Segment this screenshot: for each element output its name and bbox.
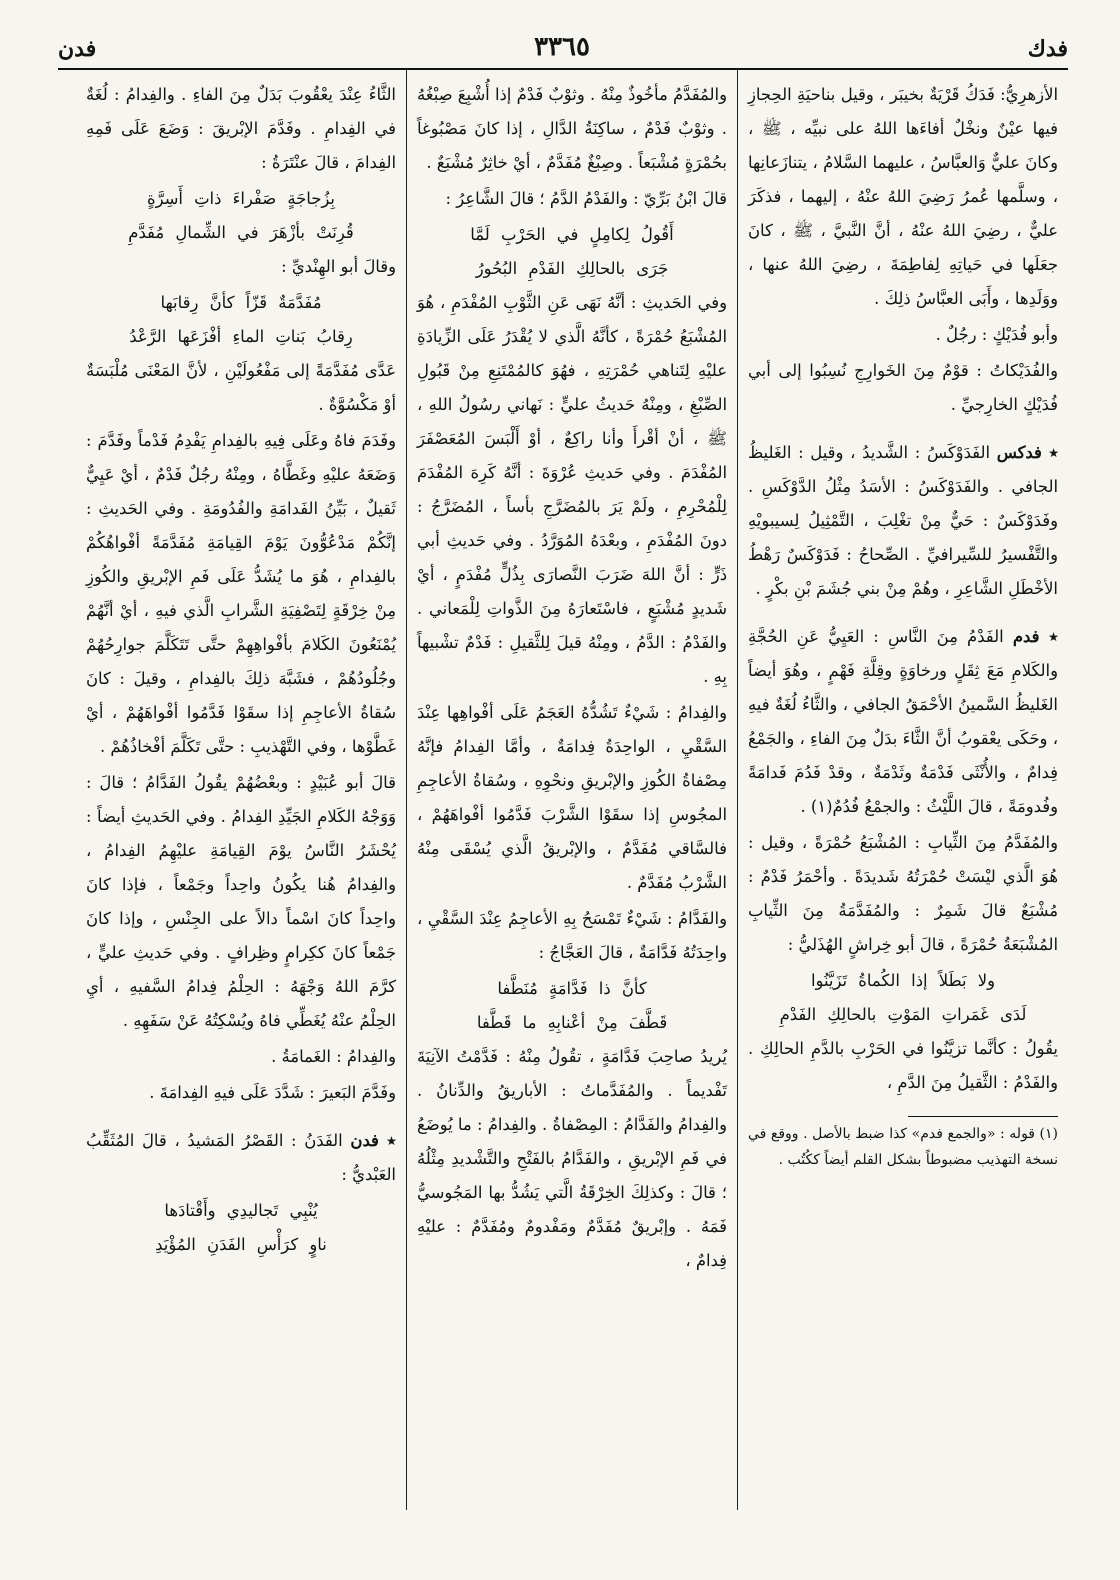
entry-fdks: [748, 436, 1058, 606]
entry-headword: ٭ فدكس: [996, 443, 1058, 462]
text-columns: [58, 70, 1068, 1510]
entry-fdm: [748, 620, 1058, 824]
column-middle: [407, 70, 737, 1510]
verse-line: قَطَّفَ مِنْ أعْنابِهِ ما قَطَّفا: [476, 1013, 668, 1032]
paragraph: وفَدَّمَ البَعيرَ : شَدَّدَ عَلَى فيهِ الفِدامَةَ .: [149, 1083, 396, 1102]
verse-line: ولا بَطَلاً إذا الكُماةُ تَزَيَّنُوا: [810, 971, 996, 990]
paragraph: والفِدامُ : الغَمامَةُ .: [271, 1047, 396, 1066]
paragraph: والفُدَيْكاتُ : قوْمٌ مِنَ الخَوارِجِ نُسِبُوا إلى أبي فُدَيْكٍ الخارِجيِّ .: [748, 361, 1058, 414]
paragraph: قالَ ابْنُ بَرِّيّ : والفَدْمُ الدَّمُ ؛ قالَ الشَّاعِرُ :: [445, 189, 727, 208]
paragraph: والمُفَدَّمُ مِنَ الثِّيابِ : المُشْبَعُ حُمْرَةً ، وقيل : هُوَ الَّذي ليْسَتْ حُمْرَتُهُ شَديدَةً . وأحْمَرُ فَدْمٌ : مُشْبَعٌ قالَ شَمِرٌ : والمُفَدَّمَةُ مِنَ الثِّيابِ المُشْبَعَةُ حُمْرَةً ، قالَ أبو خِراشٍ الهُذَليُّ :: [748, 833, 1058, 954]
column-right: [738, 70, 1068, 1510]
footnote-rule: [908, 1116, 1058, 1117]
verse-line: قُرِنَتْ بأزْهَرَ في الشِّمالِ مُفَدَّمِ: [128, 223, 354, 242]
verse-line: بِزُجاجَةٍ صَفْراءَ ذاتِ أَسِرَّةٍ: [147, 189, 335, 208]
entry-text: الفَدْمُ مِنَ النَّاسِ : العَيِيُّ عَنِ الحُجَّةِ والكَلامِ مَعَ ثِقَلٍ ورخاوَةٍ وقِلَّةِ فَهْمٍ ، وهُوَ أيضاً الغَليظُ السَّمينُ الأحْمَقُ الجافي ، والثَّاءُ لُغَةٌ فيهِ ، وحَكَى يعْقوبُ أنَّ الثَّاءَ بدَلٌ مِنَ الفاءِ ، والجَمْعُ فِدامٌ ، والأُنْثَى فَدْمَةٌ وثَدْمَةٌ ، وقدْ فَدُمَ فَدامَةً وفُدومَةً ، قالَ اللَّيْثُ : والجمْعُ فُدُمٌ(١) .: [748, 627, 1058, 816]
header-left-word: فدن: [58, 36, 97, 62]
page-header: [58, 28, 1068, 62]
paragraph: والمُفَدَّمُ مأخُوذٌ مِنْهُ . وثوْبٌ فَدْمٌ إذا أُشْبِعَ صِبْغُهُ . وثوْبٌ فَدْمٌ ، ساكِنَةُ الدَّالِ ، إذا كانَ مَصْبُوغاً بحُمْرَةٍ مُشْبَعاً . وصِبْغٌ مُفَدَّمٌ ، أيْ خاثِرٌ مُشْبَعٌ .: [417, 85, 727, 172]
header-right-word: فدك: [1027, 36, 1068, 62]
verse-line: رِقابُ بَناتِ الماءِ أفْزَعَها الرَّعْدُ: [129, 327, 353, 346]
paragraph: عَدَّى مُفَدَّمَةً إلى مَفْعُولَيْنِ ، لأنَّ المَعْنَى مُلْبَسَةٌ أوْ مَكْسُوَّةٌ .: [86, 361, 396, 414]
paragraph: وفَدَمَ فاهُ وعَلَى فِيهِ بالفِدامِ يَفْدِمُ فَدْماً وفَدَّمَ : وَضَعَهُ عليْهِ وغَطَّاهُ ، ومِنْهُ رجُلٌ فَدْمٌ ، أيْ عَيِيٌّ ثَقيلٌ ، بَيِّنُ الفَدامَةِ والفُدُومَةِ . وفي الحَديثِ : إنَّكُمْ مَدْعُوُّونَ يَوْمَ القِيامَةِ مُفَدَّمَةً أفْواهُكُمْ بالفِدامِ ، هُوَ ما يُشَدُّ عَلَى فَمِ الإبْريقِ والكُوزِ مِنْ خِرْقَةٍ لِتَصْفِيَةِ الشَّرابِ الَّذي فيهِ ، أيْ أنَّهُمْ يُمْنَعُونَ الكَلامَ بأفْواهِهِمْ حتَّى تَتَكَلَّمَ جوارِحُهُمْ وجُلُودُهُمْ ، فشَبَّهَ ذلِكَ بالفِدامِ ، وقيلَ : كانَ سُقاةُ الأعاجِمِ إذا سقَوْا فَدَّمُوا أفْواهَهُمْ ، أيْ غَطَّوْها ، وفي التَّهْذيبِ : حتَّى تَكَلَّمَ أفْخاذُهُمْ .: [86, 431, 396, 756]
page-number: ٣٣٦٥: [534, 32, 590, 62]
paragraph: يقُولُ : كأنَّما تزيَّنُوا في الحَرْبِ بالدَّمِ الحالِكِ . والفَدْمُ : الثَّقيلُ مِنَ الدَّمِ ،: [748, 1039, 1058, 1092]
verse-line: ناوٍ كرَأْسِ الفَدَنِ المُؤْيَدِ: [155, 1235, 327, 1254]
footnote: (١) قوله : «والجمع فدم» كذا ضبط بالأصل . ووقع في نسخة التهذيب مضبوطاً بشكل القلم أيضاً ككُتُب .: [748, 1126, 1058, 1168]
column-divider: [406, 70, 407, 1510]
paragraph: الأزهرِيُّ: فَدَكُ قَرْيَةٌ بخيبَر ، وقيل بناحيَةِ الحِجازِ فيها عيْنٌ ونخْلٌ أفاءَها اللهُ على نبيِّه ، ﷺ ، وكانَ عليٌّ وَالعبَّاسُ ، عليهما السَّلامُ ، يتنازَعانِها ، وسلَّمها عُمرُ رَضِيَ اللهُ عنْهُ ، إليهما ، فذكَرَ عليٌّ ، رضِيَ اللهُ عنْهُ ، أنَّ النَّبيَّ ، ﷺ ، كانَ جعَلَها في حَياتِهِ لِفاطِمَةَ ، رضِيَ اللهُ عنها ، ووَلَدِها ، وأَبَى العبَّاسُ ذلِكَ .: [748, 85, 1058, 308]
entry-headword: ٭ فدن: [350, 1131, 396, 1150]
entry-headword: ٭ فدم: [1012, 627, 1058, 646]
paragraph: يُريدُ صاحِبَ فَدَّامَةٍ ، تقُولُ مِنْهُ : فَدَّمْتُ الآنِيَةَ تَفْديماً . والمُفَدَّماتُ : الأباريقُ والدِّنانُ . والفِدامُ والفَدَّامُ : المِصْفاةُ . والفِدامُ : ما يُوضَعُ في فَمِ الإبْريقِ ، والفَدَّامُ بالفَتْحِ والتَّشْديدِ مِثْلُهُ ؛ قالَ : وكذلِكَ الخِرْقَةُ الَّتي يَشُدُّ بها المَجُوسيُّ فَمَهُ . وإبْريقٌ مُفَدَّمٌ ومَفْدومٌ ومُفَدَّمٌ : عليْهِ فِدامٌ ،: [417, 1047, 727, 1270]
paragraph: قالَ أبو عُبَيْدٍ : وبعْضُهُمْ يقُولُ الفَدَّامُ ؛ قالَ : وَوَجْهُ الكَلامِ الجَيِّدِ الفِدامُ . وفي الحَديثِ أيضاً : يُحْشَرُ النَّاسُ يوْمَ القِيامَةِ عليْهِمُ الفِدامُ ، والفِدامُ هُنا يكُونُ واحِداً وجَمْعاً ، فإذا كانَ واحِداً كانَ اسْماً دالاً على الجِنْسِ ، وإذا كانَ جَمْعاً كانَ ككِرامٍ وظِرافٍ . وفي حَديثِ عليٍّ ، كرَّمَ اللهُ وَجْهَهُ : الحِلْمُ فِدامُ السَّفيهِ ، أيِ الحِلْمُ عنْهُ يُغَطِّي فاهُ ويُسْكِتُهُ عَنْ سَفَهِهِ .: [86, 773, 396, 1030]
verse-line: يُنْبِي تَجاليدِي وأَقْتادَها: [164, 1201, 318, 1220]
verse-line: كأنَّ ذا فَدَّامَةٍ مُنَطَّفا: [497, 979, 647, 998]
entry-text: الفَدَنُ : القَصْرُ المَشيدُ ، قالَ المُثَقِّبُ العَبْديُّ :: [86, 1131, 396, 1184]
verse-line: مُفَدَّمَةٌ قَزّاً كأنَّ رِقابَها: [160, 293, 322, 312]
paragraph: وفي الحَديثِ : أنَّهُ نَهَى عَنِ الثَّوْبِ المُفْدَمِ ، هُوَ المُشْبَعُ حُمْرَةً ، كأنَّهُ الَّذي لا يُقْدَرُ عَلَى الزِّيادَةِ عليْهِ لِتَناهي حُمْرَتِهِ ، فهُوَ كالمُمْتَنِعِ مِنْ قَبُولِ الصِّبْغِ ، ومِنْهُ حَديثُ عليٍّ : نَهاني رسُولُ اللهِ ، ﷺ ، أنْ أقْرأَ وأنا راكِعٌ ، أوْ أَلْبَسَ المُعَصْفَرَ المُفْدَمَ . وفي حَديثِ عُرْوَةَ : أنَّهُ كَرِهَ المُفْدَمَ لِلْمُحْرِمِ ، ولَمْ يَرَ بالمُضَرَّجِ بأساً ، المُضَرَّجُ : دونَ المُفْدَمِ ، وبعْدَهُ المُوَرَّدُ . وفي حَديثِ أبي ذَرٍّ : أنَّ اللهَ ضَرَبَ النَّصارَى بِذُلٍّ مُفْدَمٍ ، أيْ شَديدٍ مُشْبَعٍ ، فاسْتَعارَهُ مِنَ الذَّواتِ لِلْمَعاني . والفَدْمُ : الدَّمُ ، ومِنْهُ قيلَ لِلثَّقيلِ : فَدْمٌ تشْبيهاً بِهِ .: [417, 293, 727, 686]
paragraph: الثَّاءُ عِنْدَ يعْقُوبَ بَدَلٌ مِنَ الفاءِ . والفِدامُ : لُغَةٌ في الفِدامِ . وفَدَّمَ الإبْريقَ : وَضَعَ عَلَى فَمِهِ الفِدامَ ، قالَ عنْتَرَةُ :: [86, 85, 396, 172]
column-left: [76, 70, 406, 1510]
verse-line: أَقُولُ لِكامِلٍ في الحَرْبِ لَمَّا: [470, 225, 674, 244]
paragraph: وأبو فُدَيْكٍ : رجُلٌ .: [935, 325, 1058, 344]
entry-text: الفَدَوْكَسُ : الشَّديدُ ، وقيل : الغَليظُ الجافي . والفَدَوْكَسُ : الأسَدُ مِثْلُ الدَّوْكَسِ . وفَدَوْكَسٌ : حَيٌّ مِنْ تغْلِبَ ، التَّمْثِيلُ لِسيبويْهِ والتَّفْسيرُ للسِّيرافيِّ . الصِّحاحُ : فَدَوْكَسٌ رَهْطُ الأخْطَلِ الشَّاعِرِ ، وهُمْ مِنْ بني جُشَمَ بْنِ بكْرٍ .: [748, 443, 1058, 598]
verse-line: لَدَى غَمَراتِ المَوْتِ بالحالِكِ الفَدْمِ: [779, 1005, 1027, 1024]
paragraph: والفَدَّامُ : شَيْءٌ تَمْسَحُ بِهِ الأعاجِمُ عِنْدَ السَّقْيِ ، واحِدَتُهُ فَدَّامَةٌ ، قالَ العَجَّاجُ :: [417, 909, 727, 962]
column-divider: [737, 70, 738, 1510]
verse-line: جَرَى بالحالِكِ الفَدْمِ البُحُورُ: [475, 259, 669, 278]
paragraph: والفِدامُ : شَيْءٌ تَشُدُّهُ العَجَمُ عَلَى أفْواهِها عِنْدَ السَّقْيِ ، الواحِدَةُ فِدامَةٌ ، وأمَّا الفِدامُ فإنَّهُ مِصْفاةُ الكُوزِ والإبْريقِ ونحْوِهِ ، وسُقاةُ الأعاجِمِ المجُوسِ إذا سقَوْا الشَّرْبَ فَدَّمُوا أفْواهَهُمْ ، فالسَّاقي مُفَدَّمٌ ، والإبْريقُ الَّذي يُسْقَى مِنْهُ الشَّرْبُ مُفَدَّمٌ .: [417, 703, 727, 892]
paragraph: وقالَ أبو الهِنْديِّ :: [281, 257, 396, 276]
entry-fdn: [86, 1124, 396, 1192]
